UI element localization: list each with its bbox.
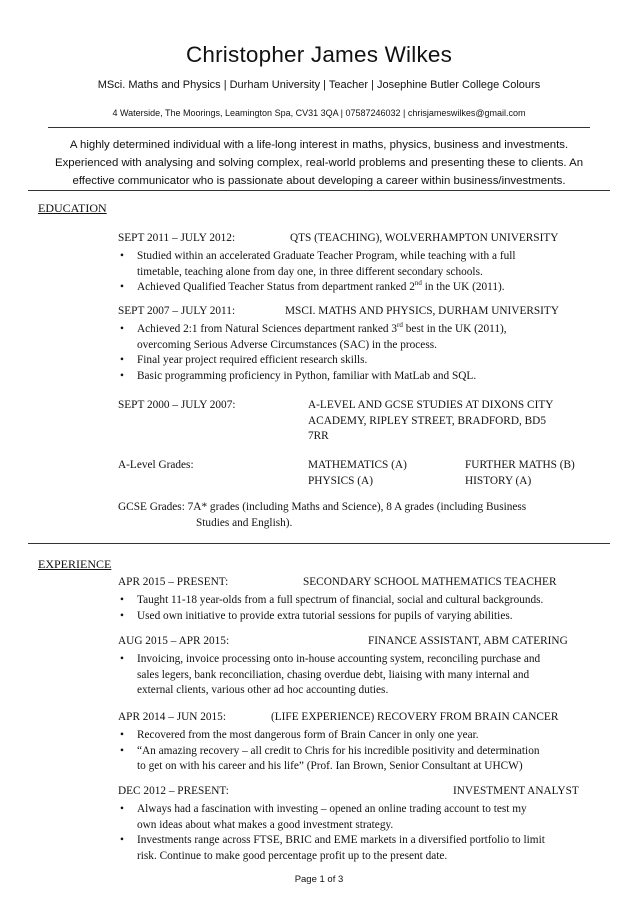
list-item: • Basic programming proficiency in Python, familiar with MatLab and SQL. (118, 369, 602, 385)
entry-date: AUG 2015 – APR 2015: (118, 635, 230, 647)
contact-details: 4 Waterside, The Moorings, Leamington Spa, CV31 3QA | 07587246032 | chrisjameswilkes@gmail.com (112, 108, 526, 118)
list-item: • Invoicing, invoice processing onto in-house accounting system, reconciling purchase and sales legers, bank reconciliation, chasing overdue debt, liaising with many internal and external clients, various other ad hoc accounting duties. (118, 652, 602, 699)
entry-title: INVESTMENT ANALYST (453, 785, 579, 797)
entry-title: A-LEVEL AND GCSE STUDIES AT DIXONS CITY ACADEMY, RIPLEY STREET, BRADFORD, BD5 7RR (308, 399, 554, 442)
list-item: • Recovered from the most dangerous form of Brain Cancer in only one year. (118, 728, 602, 744)
profile-summary (28, 136, 610, 190)
entry-title: FINANCE ASSISTANT, ABM CATERING (368, 635, 568, 647)
list-item: • Always had a fascination with investing – opened an online trading account to test my own ideas about what makes a good investment strategy. (118, 802, 602, 833)
experience-entry-finance (118, 634, 602, 699)
list-item: • “An amazing recovery – all credit to Chris for his incredible positivity and determination to get on with his career and his life” (Prof. Ian Brown, Senior Consultant at UHCW) (118, 744, 602, 775)
entry-date: SEPT 2000 – JULY 2007: (118, 399, 236, 411)
candidate-tagline: MSci. Maths and Physics | Durham University | Teacher | Josephine Butler College Colours (97, 79, 541, 91)
list-item: • Investments range across FTSE, BRIC and EME markets in a diversified portfolio to limit risk. Continue to make good percentage profit up to the present date. (118, 833, 602, 864)
entry-title: SECONDARY SCHOOL MATHEMATICS TEACHER (303, 576, 557, 588)
entry-title: (LIFE EXPERIENCE) RECOVERY FROM BRAIN CANCER (271, 711, 559, 723)
alevel-grades-col1: MATHEMATICS (A) PHYSICS (A) (308, 459, 407, 487)
gcse-line-2: Studies and English). (196, 517, 293, 529)
entry-date: APR 2014 – JUN 2015: (118, 711, 226, 723)
list-item: • Used own initiative to provide extra tutorial sessions for pupils of varying abilities. (118, 609, 602, 625)
experience-entry-teacher (118, 575, 602, 624)
candidate-name: Christopher James Wilkes (185, 42, 453, 67)
experience-heading: EXPERIENCE (38, 557, 112, 571)
list-item: • Final year project required efficient research skills. (118, 353, 602, 369)
summary-divider (28, 190, 610, 191)
entry-date: SEPT 2011 – JULY 2012: (118, 232, 236, 244)
entry-date: DEC 2012 – PRESENT: (118, 785, 229, 797)
gcse-line-1: GCSE Grades: 7A* grades (including Maths and Science), 8 A grades (including Business (118, 501, 527, 513)
summary-line: effective communicator who is passionate about developing a career within business/investments. (72, 175, 566, 187)
list-item: • Achieved 2:1 from Natural Sciences department ranked 3rd best in the UK (2011), overcoming Serious Adverse Circumstances (SAC) in the process. (118, 322, 602, 353)
entry-date: SEPT 2007 – JULY 2011: (118, 305, 236, 317)
education-divider (28, 543, 610, 544)
experience-entry-recovery (118, 710, 602, 775)
summary-line: A highly determined individual with a life-long interest in maths, physics, business and investments. (69, 139, 569, 151)
entry-title: MSCI. MATHS AND PHYSICS, DURHAM UNIVERSITY (285, 305, 559, 317)
alevel-grades-col2: FURTHER MATHS (B) HISTORY (A) (465, 459, 575, 487)
entry-date: APR 2015 – PRESENT: (118, 576, 229, 588)
entry-title: QTS (TEACHING), WOLVERHAMPTON UNIVERSITY (290, 232, 559, 244)
list-item: • Taught 11-18 year-olds from a full spectrum of financial, social and cultural backgrounds. (118, 593, 602, 609)
education-entry-msci (118, 304, 602, 384)
page-number: Page 1 of 3 (294, 874, 344, 885)
list-item: • Studied within an accelerated Graduate Teacher Program, while teaching with a full timetable, teaching alone from day one, in three different secondary schools. (118, 249, 602, 280)
alevel-label: A-Level Grades: (118, 459, 194, 471)
experience-entry-investment (118, 784, 602, 864)
header-divider (48, 127, 590, 128)
list-item: • Achieved Qualified Teacher Status from department ranked 2nd in the UK (2011). (118, 280, 602, 296)
education-heading: EDUCATION (38, 201, 107, 215)
summary-line: Experienced with analysing and solving complex, real-world problems and presenting these to clients. An (54, 157, 584, 169)
education-entry-qts (118, 231, 602, 296)
